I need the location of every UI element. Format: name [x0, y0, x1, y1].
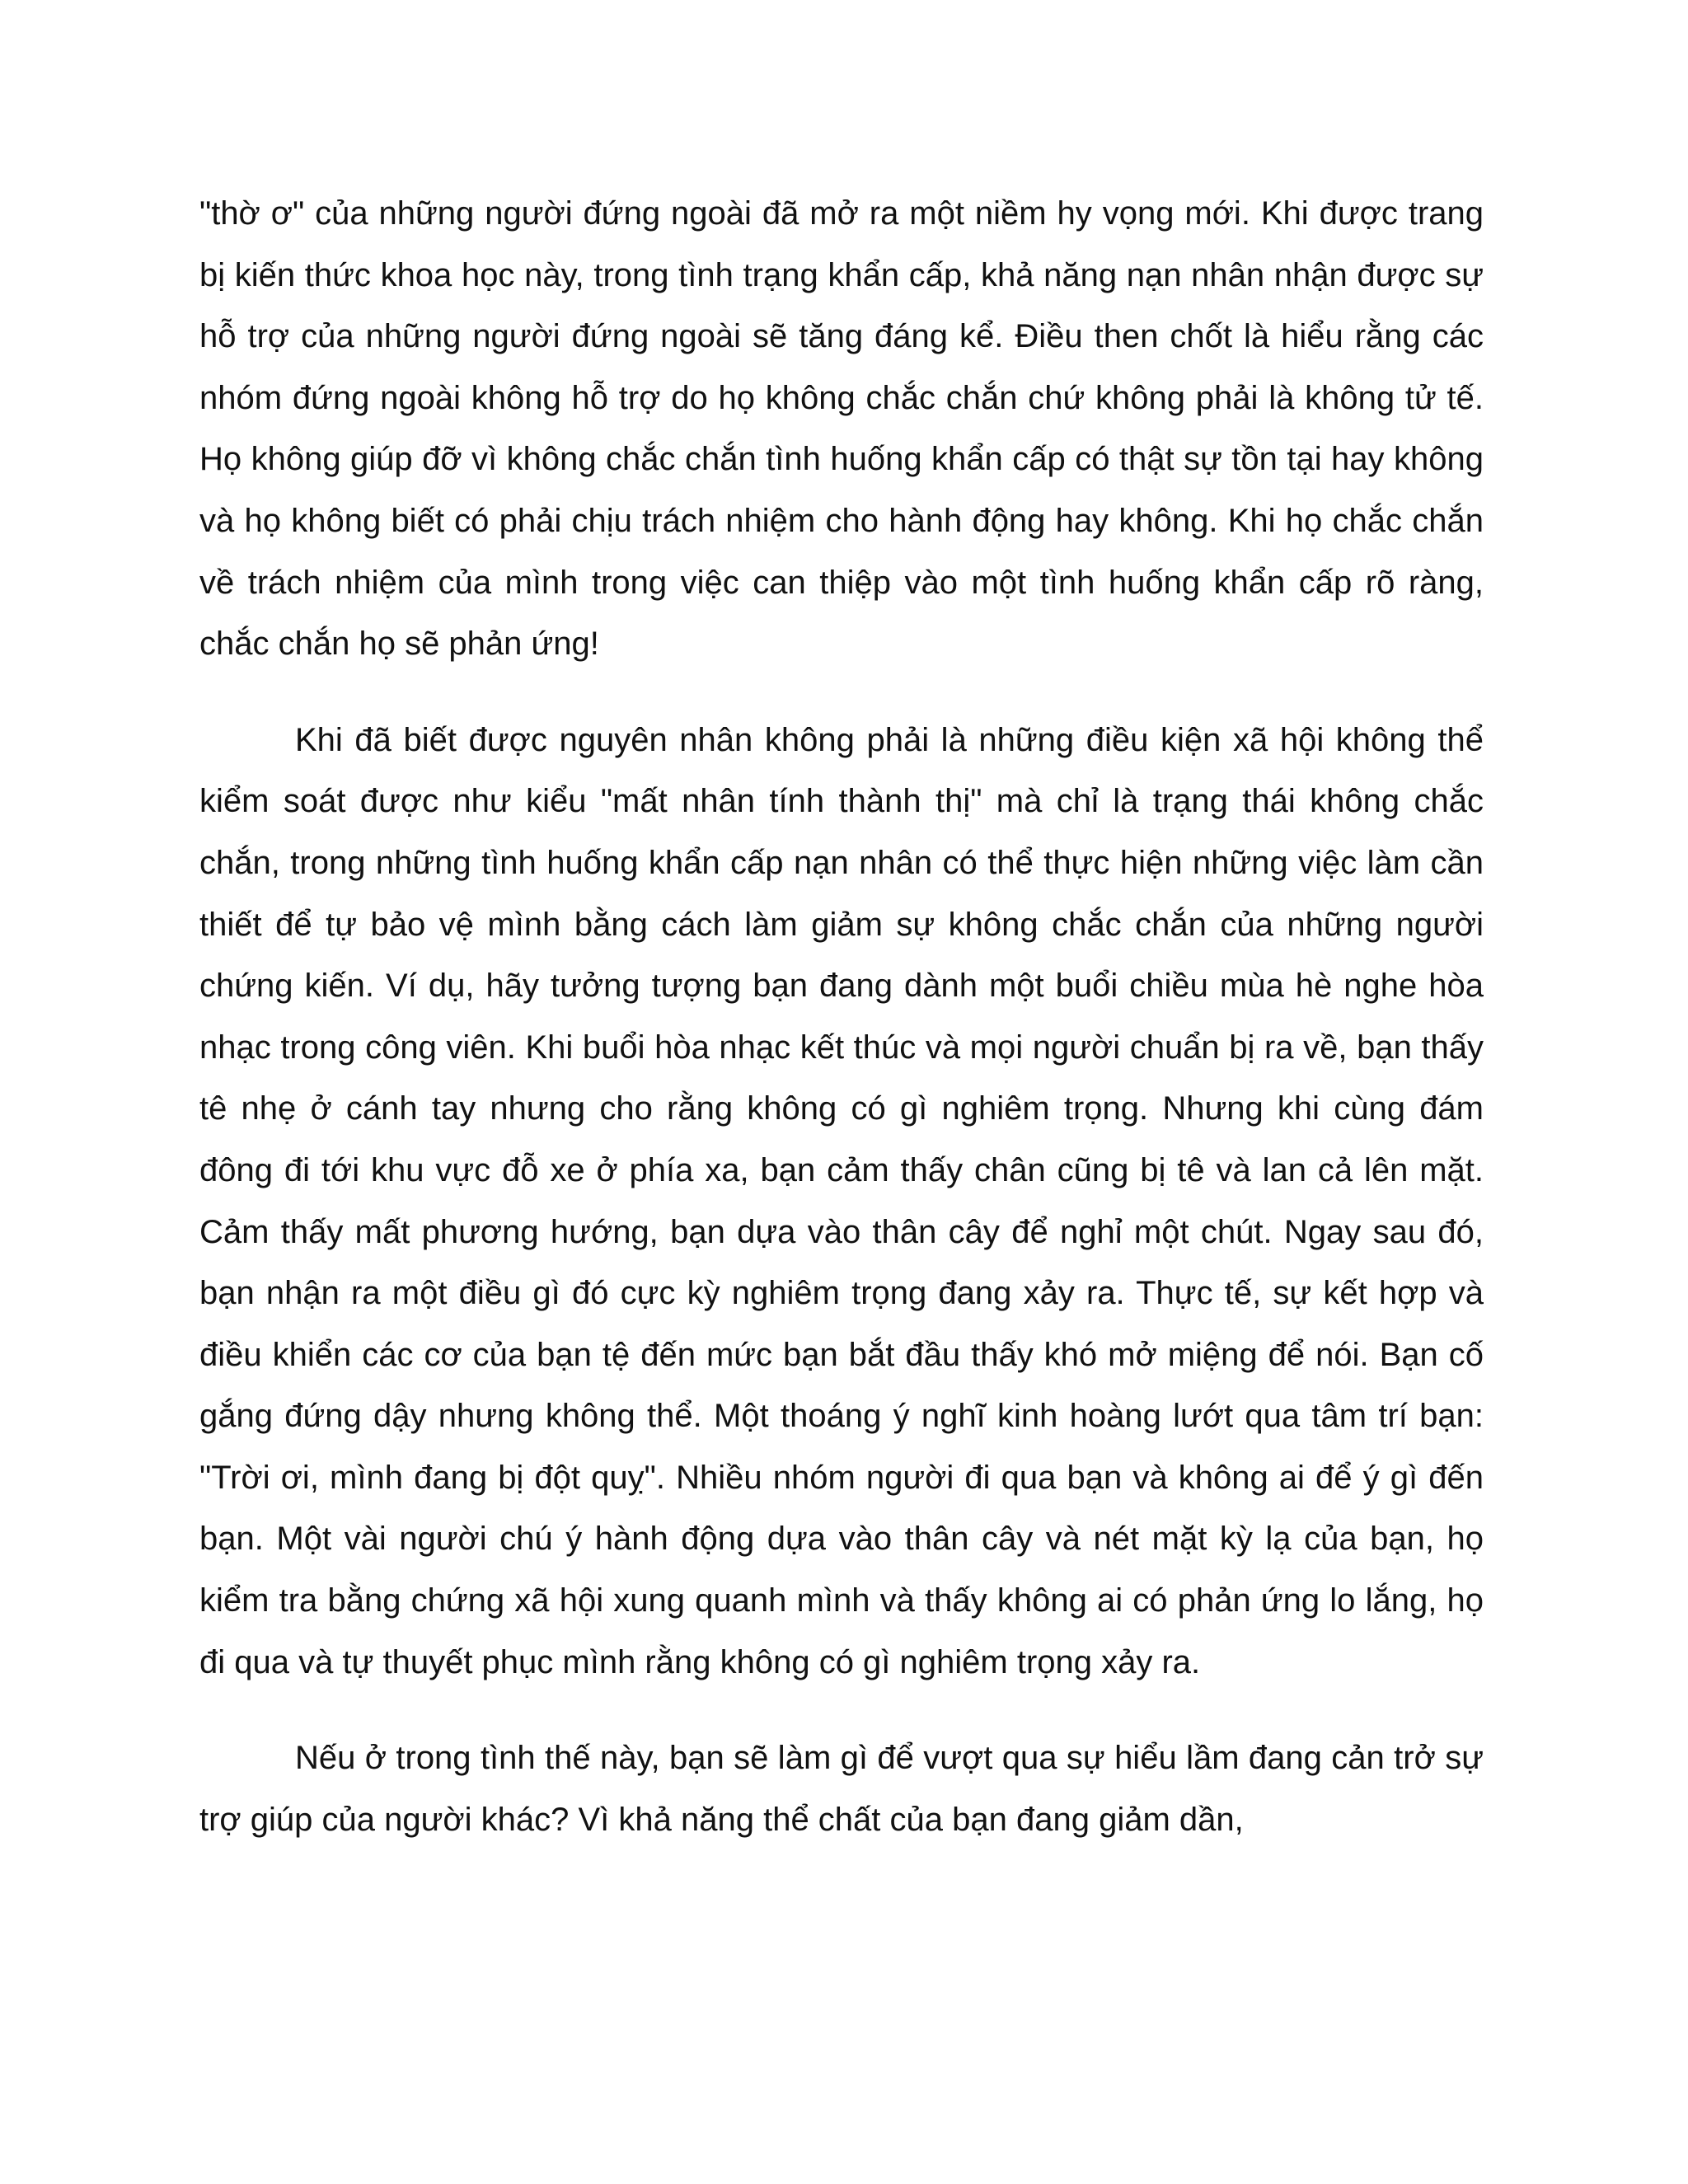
paragraph-2: Khi đã biết được nguyên nhân không phải là những điều kiện xã hội không thể kiểm soát được như kiểu "mất nhân tính thành thị" mà chỉ là trạng thái không chắc chắn, trong những tình huống khẩn cấp nạn nhân có thể thực hiện những việc làm cần thiết để tự bảo vệ mình bằng cách làm giảm sự không chắc chắn của những người chứng kiến. Ví dụ, hãy tưởng tượng bạn đang dành một buổi chiều mùa hè nghe hòa nhạc trong công viên. Khi buổi hòa nhạc kết thúc và mọi người chuẩn bị ra về, bạn thấy tê nhẹ ở cánh tay nhưng cho rằng không có gì nghiêm trọng. Nhưng khi cùng đám đông đi tới khu vực đỗ xe ở phía xa, bạn cảm thấy chân cũng bị tê và lan cả lên mặt. Cảm thấy mất phương hướng, bạn dựa vào thân cây để nghỉ một chút. Ngay sau đó, bạn nhận ra một điều gì đó cực kỳ nghiêm trọng đang xảy ra. Thực tế, sự kết hợp và điều khiển các cơ của bạn tệ đến mức bạn bắt đầu thấy khó mở miệng để nói. Bạn cố gắng đứng dậy nhưng không thể. Một thoáng ý nghĩ kinh hoàng lướt qua tâm trí bạn: "Trời ơi, mình đang bị đột quỵ". Nhiều nhóm người đi qua bạn và không ai để ý gì đến bạn. Một vài người chú ý hành động dựa vào thân cây và nét mặt kỳ lạ của bạn, họ kiểm tra bằng chứng xã hội xung quanh mình và thấy không ai có phản ứng lo lắng, họ đi qua và tự thuyết phục mình rằng không có gì nghiêm trọng xảy ra. [199, 721, 1484, 1680]
paragraph-3: Nếu ở trong tình thế này, bạn sẽ làm gì để vượt qua sự hiểu lầm đang cản trở sự trợ giúp của người khác? Vì khả năng thể chất của bạn đang giảm dần, [199, 1740, 1484, 1838]
paragraph-1: "thờ ơ" của những người đứng ngoài đã mở ra một niềm hy vọng mới. Khi được trang bị kiến thức khoa học này, trong tình trạng khẩn cấp, khả năng nạn nhân nhận được sự hỗ trợ của những người đứng ngoài sẽ tăng đáng kể. Điều then chốt là hiểu rằng các nhóm đứng ngoài không hỗ trợ do họ không chắc chắn chứ không phải là không tử tế. Họ không giúp đỡ vì không chắc chắn tình huống khẩn cấp có thật sự tồn tại hay không và họ không biết có phải chịu trách nhiệm cho hành động hay không. Khi họ chắc chắn về trách nhiệm của mình trong việc can thiệp vào một tình huống khẩn cấp rõ ràng, chắc chắn họ sẽ phản ứng! [199, 195, 1484, 663]
document-body [199, 183, 1484, 1850]
